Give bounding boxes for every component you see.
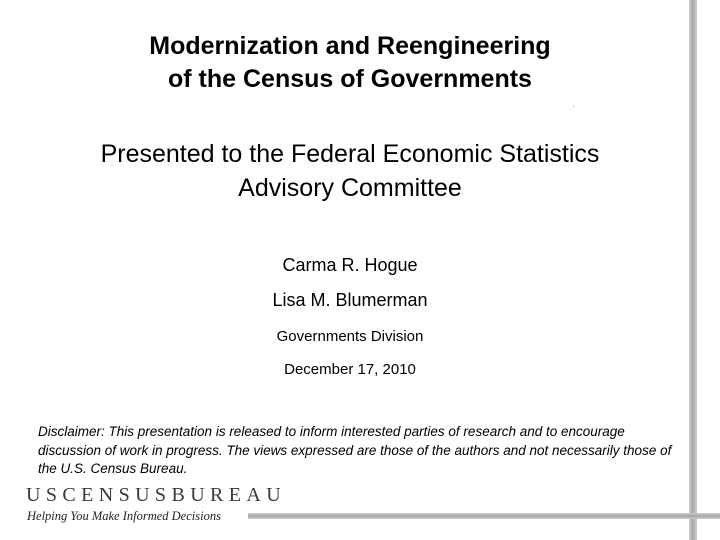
slide-subtitle-line-2: Advisory Committee	[238, 174, 462, 202]
horizontal-rule	[248, 513, 720, 519]
slide-title-line-2: of the Census of Governments	[168, 65, 532, 93]
disclaimer-text: Disclaimer: This presentation is released to inform interested parties of research and to encourage discussion of work in progress. The views expressed are those of the authors and not necessarily those of the U.S. Census Bureau.	[38, 424, 672, 476]
slide-subtitle	[20, 137, 680, 205]
vertical-rule	[689, 0, 697, 540]
presentation-date: December 17, 2010	[284, 361, 416, 378]
slide-subtitle-line-1: Presented to the Federal Economic Statistics	[100, 140, 600, 168]
author-name-1: Carma R. Hogue	[282, 255, 418, 275]
author-name-2: Lisa M. Blumerman	[272, 290, 428, 310]
slide-title-line-1: Modernization and Reengineering	[149, 32, 551, 60]
census-bureau-logo-text: USCENSUSBUREAU	[26, 484, 287, 506]
division-name: Governments Division	[276, 328, 424, 345]
census-bureau-tagline: Helping You Make Informed Decisions	[27, 509, 221, 523]
stray-mark	[573, 106, 574, 107]
slide-title	[20, 30, 680, 96]
